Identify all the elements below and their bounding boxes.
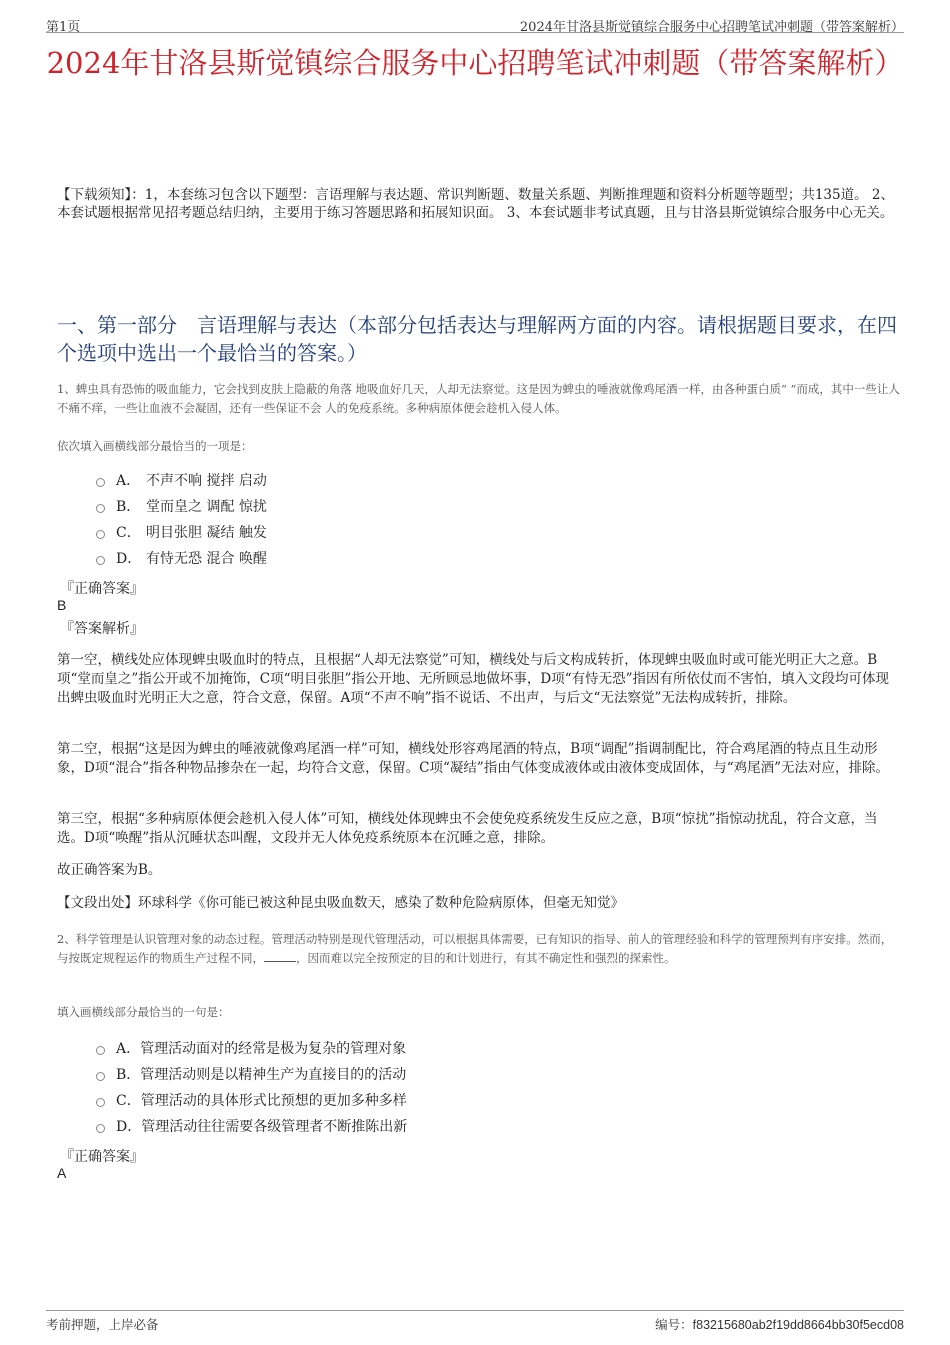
option-b[interactable]: B． 管理活动则是以精神生产为直接目的的活动 bbox=[96, 1061, 407, 1087]
radio-icon[interactable] bbox=[96, 478, 105, 487]
option-d[interactable]: D． 有恃无恐 混合 唤醒 bbox=[96, 545, 267, 571]
option-text: 管理活动则是以精神生产为直接目的的活动 bbox=[140, 1067, 407, 1083]
analysis-paragraph-2: 第二空，根据“这是因为蜱虫的唾液就像鸡尾酒一样”可知，横线处形容鸡尾酒的特点，B项“调配”指调制配比，符合鸡尾酒的特点且生动形象，D项“混合”指各种物品掺杂在一起，均符合文意，保留。C项“凝结”指由气体变成液体或由液体变成固体，与“鸡尾酒”无法对应，排除。 bbox=[57, 741, 890, 776]
source-citation: 【文段出处】环球科学《你可能已被这种昆虫吸血数天，感染了数种危险病原体，但毫无知觉》 bbox=[57, 895, 624, 911]
option-c[interactable]: C． 管理活动的具体形式比预想的更加多种多样 bbox=[96, 1087, 407, 1113]
analysis-paragraph-1: 第一空，横线处应体现蜱虫吸血时的特点，且根据“人却无法察觉”可知，横线处与后文构成转折，体现蜱虫吸血时或可能光明正大之意。B项“堂而皇之”指公开或不加掩饰，C项“明目张胆”指公开地、无所顾忌地做坏事，D项“有恃无恐”指因有所依仗而不害怕，填入文段均可体现出蜱虫吸血时光明正大之意，符合文意，保留。A项“不声不响”指不说话、不出声，与后文“无法察觉”无法构成转折，排除。 bbox=[57, 652, 890, 706]
option-text: 管理活动的具体形式比预想的更加多种多样 bbox=[140, 1093, 407, 1109]
question-2-prompt: 填入画横线部分最恰当的一句是： bbox=[57, 1005, 230, 1019]
option-text: 不声不响 搅拌 启动 bbox=[146, 473, 267, 489]
correct-answer: B bbox=[57, 597, 67, 613]
option-b[interactable]: B． 堂而皇之 调配 惊扰 bbox=[96, 493, 267, 519]
option-c[interactable]: C． 明目张胆 凝结 触发 bbox=[96, 519, 267, 545]
section-heading: 一、第一部分 言语理解与表达（本部分包括表达与理解两方面的内容。请根据题目要求，在四个选项中选出一个最恰当的答案。） bbox=[57, 313, 897, 365]
analysis-paragraph-3: 第三空，根据“多种病原体便会趁机入侵人体”可知，横线处体现蜱虫不会使免疫系统发生反应之意，B项“惊扰”指惊动扰乱，符合文意，当选。D项“唤醒”指从沉睡状态叫醒，文段并无人体免疫系统原本在沉睡之意，排除。 bbox=[57, 811, 878, 846]
radio-icon[interactable] bbox=[96, 556, 105, 565]
radio-icon[interactable] bbox=[96, 530, 105, 539]
option-text: 明目张胆 凝结 触发 bbox=[146, 525, 267, 541]
option-text: 管理活动往往需要各级管理者不断推陈出新 bbox=[141, 1119, 408, 1135]
page-header bbox=[46, 14, 904, 33]
radio-icon[interactable] bbox=[96, 504, 105, 513]
option-text: 堂而皇之 调配 惊扰 bbox=[146, 499, 267, 515]
footer-code: 编号：f83215680ab2f19dd8664bb30f5ecd08 bbox=[655, 1317, 904, 1332]
page-footer bbox=[46, 1310, 904, 1331]
question-1-prompt: 依次填入画横线部分最恰当的一项是： bbox=[57, 439, 253, 453]
radio-icon[interactable] bbox=[96, 1124, 105, 1133]
option-text: 有恃无恐 混合 唤醒 bbox=[146, 551, 267, 567]
download-notice: 【下载须知】：1，本套练习包含以下题型：言语理解与表达题、常识判断题、数量关系题、判断推理题和资料分析题等题型；共135道。 2、本套试题根据常见招考题总结归纳，主要用于练习答题思路和拓展知识面。 3、本套试题非考试真题，且与甘洛县斯觉镇综合服务中心无关。 bbox=[57, 187, 894, 221]
radio-icon[interactable] bbox=[96, 1098, 105, 1107]
option-a[interactable]: A． 不声不响 搅拌 启动 bbox=[96, 467, 267, 493]
option-a[interactable]: A． 管理活动面对的经常是极为复杂的管理对象 bbox=[96, 1035, 407, 1061]
document-title: 2024年甘洛县斯觉镇综合服务中心招聘笔试冲刺题（带答案解析） bbox=[46, 46, 904, 80]
footer-slogan: 考前押题，上岸必备 bbox=[46, 1317, 159, 1332]
fill-blank bbox=[264, 951, 296, 962]
header-doc-title: 2024年甘洛县斯觉镇综合服务中心招聘笔试冲刺题（带答案解析） bbox=[519, 20, 904, 35]
correct-answer: A bbox=[57, 1165, 67, 1181]
question-2-stem: 2、科学管理是认识管理对象的动态过程。管理活动特别是现代管理活动，可以根据具体需要，已有知识的指导、前人的管理经验和科学的管理预判有序安排。然而，与按既定规程运作的物质生产过程不同， ，因而难以完全按预定的目的和计划进行，有其不确定性和强烈的探索性。 bbox=[57, 932, 893, 965]
correct-answer-label: 『正确答案』 bbox=[60, 1149, 144, 1165]
page-number: 第1页 bbox=[46, 20, 81, 35]
option-text: 管理活动面对的经常是极为复杂的管理对象 bbox=[140, 1041, 407, 1057]
question-1-options bbox=[96, 467, 267, 571]
question-2-options bbox=[96, 1035, 407, 1139]
correct-answer-label: 『正确答案』 bbox=[60, 581, 144, 597]
question-1-stem: 1、蜱虫具有恐怖的吸血能力，它会找到皮肤上隐蔽的角落 地吸血好几天，人却无法察觉。这是因为蜱虫的唾液就像鸡尾酒一样，由各种蛋白质“ ”而成，其中一些让人不痛不痒，一些让血液不会凝固，还有一些保证不会 人的免疫系统。多种病原体便会趁机入侵人体。 bbox=[57, 382, 900, 415]
analysis-label: 『答案解析』 bbox=[60, 621, 144, 637]
analysis-conclusion: 故正确答案为B。 bbox=[57, 862, 162, 878]
radio-icon[interactable] bbox=[96, 1046, 105, 1055]
radio-icon[interactable] bbox=[96, 1072, 105, 1081]
option-d[interactable]: D． 管理活动往往需要各级管理者不断推陈出新 bbox=[96, 1113, 407, 1139]
